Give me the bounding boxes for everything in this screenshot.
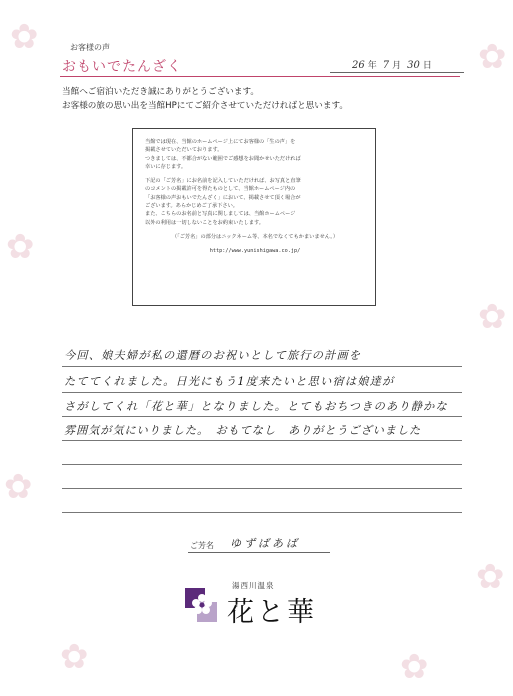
header-small-title: お客様の声 bbox=[70, 43, 110, 52]
date-underline bbox=[330, 72, 464, 73]
hotel-logo bbox=[185, 580, 325, 630]
ruled-line bbox=[62, 392, 462, 393]
page-title: おもいでたんざく bbox=[62, 59, 182, 75]
logo-name: 花と華 bbox=[227, 597, 317, 628]
handwritten-line: さがしてくれ「花と華」となりました。とてもおちつきのあり静かな bbox=[64, 400, 448, 413]
logo-subtitle: 湯西川温泉 bbox=[232, 581, 275, 590]
notice-line: 以外の利用は一切しないことをお約束いたします。 bbox=[145, 219, 264, 226]
notice-line: ございます。あらかじめご了承下さい。 bbox=[145, 203, 238, 210]
ruled-line bbox=[62, 488, 462, 489]
notice-line: のコメントの掲載許可を得たものとして、当館ホームページ内の bbox=[145, 186, 296, 193]
notice-line: つきましては、不都合がない範囲でご感想をお聞かせいただければ bbox=[145, 155, 301, 162]
date-year-label: 年 bbox=[367, 61, 377, 71]
title-underline bbox=[60, 76, 460, 77]
petal-decoration: ✿ bbox=[400, 647, 429, 687]
website-url: http://www.yunishigawa.co.jp/ bbox=[209, 248, 301, 255]
notice-line: 当館では現在、当館のホームページ上にてお客様の「生の声」を bbox=[145, 139, 296, 145]
flower-logo-icon bbox=[185, 588, 219, 622]
signature-name: ゆずばあば bbox=[230, 537, 300, 550]
notice-line: 「お客様の声おもいでたんざく」において、掲載させて頂く場合が bbox=[145, 194, 301, 201]
date-day-label: 日 bbox=[422, 61, 432, 71]
handwritten-line: 今回、娘夫婦が私の還暦のお祝いとして旅行の計画を bbox=[64, 349, 362, 362]
notice-line: 幸いに存じます。 bbox=[145, 163, 187, 170]
signature-label: ご芳名 bbox=[190, 541, 214, 550]
petal-decoration: ✿ bbox=[60, 637, 89, 677]
date-field bbox=[352, 58, 438, 71]
notice-note: （「ご芳名」の部分はニックネーム等、本名でなくてもかまいません。） bbox=[171, 233, 339, 240]
petal-decoration: ✿ bbox=[476, 557, 505, 597]
date-year: 26 bbox=[352, 60, 365, 71]
date-day: 30 bbox=[407, 60, 420, 71]
intro-line-1: 当館へご宿泊いただき誠にありがとうございます。 bbox=[62, 87, 259, 97]
petal-decoration: ✿ bbox=[6, 227, 35, 267]
ruled-line bbox=[62, 440, 462, 441]
petal-decoration: ✿ bbox=[478, 297, 507, 337]
handwritten-line: 雰囲気が気にいりました。 おもてなし ありがとうございました bbox=[64, 424, 422, 437]
date-month: 7 bbox=[382, 60, 390, 71]
notice-box bbox=[132, 128, 376, 306]
notice-line: また、こちらのお名前と写真に関しましては、当館ホームページ bbox=[145, 211, 296, 218]
petal-decoration: ✿ bbox=[478, 37, 507, 77]
notice-line: 掲載させていただいております。 bbox=[145, 147, 223, 154]
ruled-line bbox=[62, 416, 462, 417]
intro-line-2: お客様の旅の思い出を当館HPにてご紹介させていただければと思います。 bbox=[62, 101, 348, 111]
petal-decoration: ✿ bbox=[4, 467, 33, 507]
notice-line: 下記の「ご芳名」にお名前を記入していただければ、お写真と直筆 bbox=[145, 178, 301, 185]
petal-decoration: ✿ bbox=[10, 17, 39, 57]
handwritten-line: たててくれました。日光にもう1度来たいと思い宿は娘達が bbox=[64, 375, 395, 388]
date-month-label: 月 bbox=[392, 61, 402, 71]
ruled-line bbox=[62, 464, 462, 465]
signature-underline bbox=[188, 552, 330, 553]
ruled-line bbox=[62, 512, 462, 513]
ruled-line bbox=[62, 366, 462, 367]
